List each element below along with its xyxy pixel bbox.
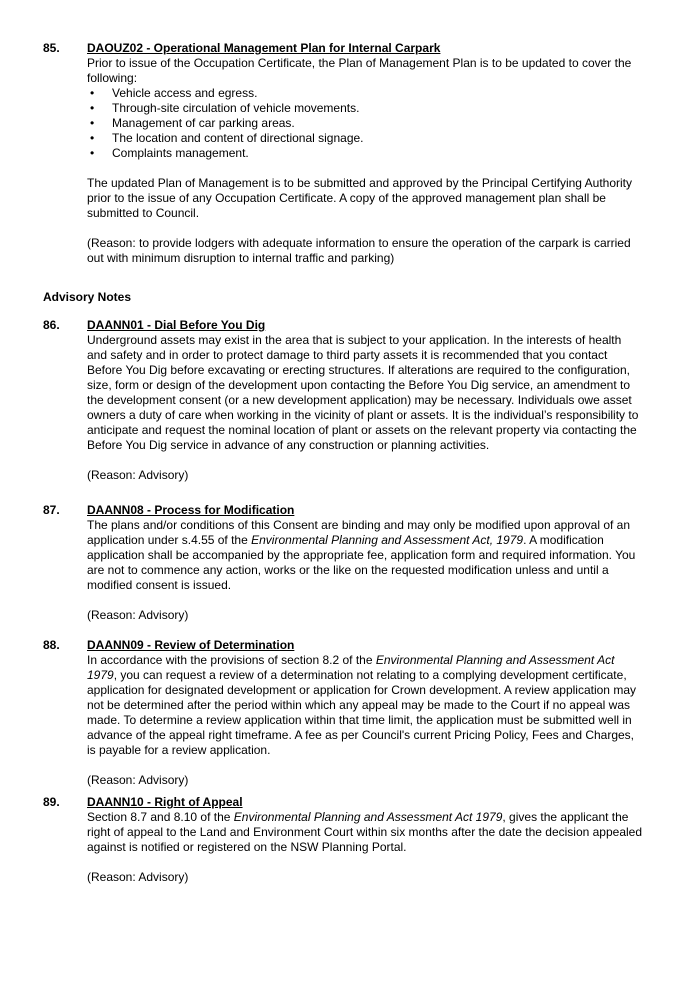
- condition-title: DAANN01 - Dial Before You Dig: [87, 318, 266, 332]
- condition-86: [43, 318, 643, 483]
- condition-title: DAANN08 - Process for Modification: [87, 503, 295, 517]
- advisory-notes-heading: Advisory Notes: [43, 290, 132, 304]
- condition-reason: (Reason: to provide lodgers with adequate information to ensure the operation of the carpark is carried out with minimum disruption to internal traffic and parking): [87, 236, 631, 265]
- condition-reason: (Reason: Advisory): [87, 608, 189, 622]
- list-item: • Through-site circulation of vehicle movements.: [87, 101, 643, 116]
- condition-number: 88.: [43, 638, 60, 652]
- condition-paragraph: Section 8.7 and 8.10 of the Environmental Planning and Assessment Act 1979, gives the applicant the right of appeal to the Land and Environment Court within six months after the date the decision appealed against is notified or registered on the NSW Planning Portal.: [87, 810, 643, 854]
- condition-number: 89.: [43, 795, 60, 809]
- condition-body: [87, 503, 643, 623]
- condition-89: [43, 795, 643, 885]
- condition-87: [43, 503, 643, 623]
- condition-body: [87, 318, 643, 483]
- condition-paragraph: The updated Plan of Management is to be submitted and approved by the Principal Certifying Authority prior to the issue of any Occupation Certificate. A copy of the approved management plan shall be submitted to Council.: [87, 176, 632, 220]
- condition-body: [87, 41, 643, 266]
- condition-paragraph: The plans and/or conditions of this Consent are binding and may only be modified upon approval of an application under s.4.55 of the Environmental Planning and Assessment Act, 1979. A modification application shall be accompanied by the appropriate fee, application form and required information. You are not to commence any action, works or the like on the requested modification unless and until a modified consent is issued.: [87, 518, 636, 592]
- condition-bullet-list: [87, 86, 643, 161]
- condition-title: DAANN10 - Right of Appeal: [87, 795, 243, 809]
- condition-title: DAOUZ02 - Operational Management Plan for Internal Carpark: [87, 41, 441, 55]
- condition-number: 85.: [43, 41, 60, 55]
- condition-intro: Prior to issue of the Occupation Certificate, the Plan of Management Plan is to be updated to cover the following:: [87, 56, 632, 85]
- condition-88: [43, 638, 643, 788]
- list-item: • Vehicle access and egress.: [87, 86, 643, 101]
- list-item: • Complaints management.: [87, 146, 643, 161]
- list-item: • Management of car parking areas.: [87, 116, 643, 131]
- condition-body: [87, 638, 643, 788]
- condition-number: 87.: [43, 503, 60, 517]
- condition-number: 86.: [43, 318, 60, 332]
- condition-body: [87, 795, 643, 885]
- condition-reason: (Reason: Advisory): [87, 468, 189, 482]
- list-item: • The location and content of directional signage.: [87, 131, 643, 146]
- condition-reason: (Reason: Advisory): [87, 773, 189, 787]
- condition-85: [43, 41, 643, 266]
- condition-paragraph: Underground assets may exist in the area that is subject to your application. In the interests of health and safety and in order to protect damage to third party assets it is recommended that you contact Before You Dig before excavating or erecting structures. If alterations are required to the configuration, size, form or design of the development upon contacting the Before You Dig service, an amendment to the development consent (or a new development application) may be necessary. Individuals owe asset owners a duty of care when working in the vicinity of plant or assets. It is the individual’s responsibility to anticipate and request the nominal location of plant or assets on the relevant property via contacting the Before You Dig service in advance of any construction or planning activities.: [87, 333, 639, 452]
- condition-reason: (Reason: Advisory): [87, 870, 189, 884]
- condition-title: DAANN09 - Review of Determination: [87, 638, 295, 652]
- condition-paragraph: In accordance with the provisions of section 8.2 of the Environmental Planning and Assessment Act 1979, you can request a review of a determination not relating to a complying development certificate, application for designated development or application for Crown development. A review application may not be determined after the period within which any appeal may be made to the Court if no appeal was made. To determine a review application within that time limit, the application must be submitted well in advance of the appeal right timeframe. A fee as per Council's current Pricing Policy, Fees and Charges, is payable for a review application.: [87, 653, 636, 757]
